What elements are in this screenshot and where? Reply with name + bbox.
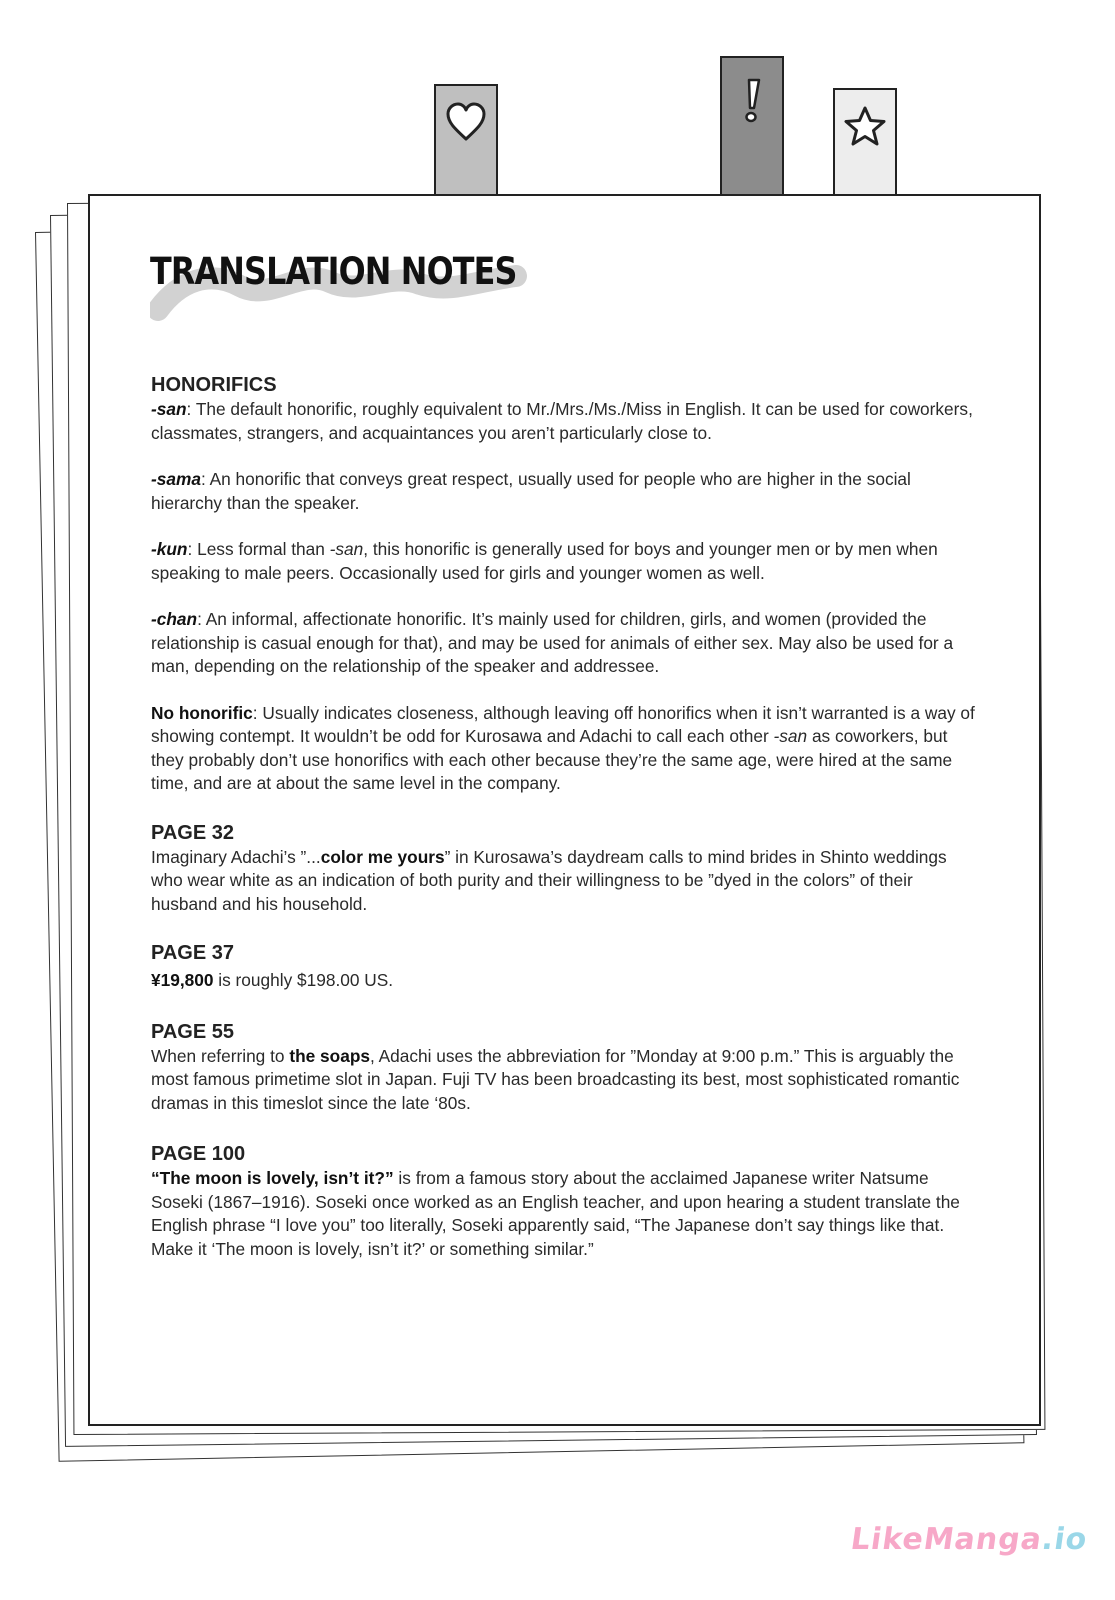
note-text: Imaginary Adachi’s ”... — [151, 846, 321, 867]
bookmark-tab-heart — [434, 84, 498, 204]
section-page-32 — [151, 820, 981, 917]
definition: : An informal, affectionate honorific. It’s mainly used for children, girls, and women (provided the relationship is casual enough for that), and may be used for animals of either sex. May also be used for a man, depending on the relationship of the speaker and addressee. — [151, 609, 954, 676]
note-chan — [151, 608, 981, 679]
star-icon — [842, 104, 888, 150]
exclamation-icon — [737, 76, 767, 126]
section-honorifics — [151, 372, 981, 796]
note-text: is roughly $198.00 US. — [213, 970, 394, 990]
note-sama — [151, 468, 981, 515]
bold-phrase: “The moon is lovely, isn’t it?” — [151, 1168, 394, 1188]
definition: : An honorific that conveys great respect, usually used for people who are higher in the social hierarchy than the speaker. — [151, 469, 911, 513]
bold-phrase: the soaps — [289, 1045, 370, 1066]
notes-content — [151, 372, 981, 1275]
bookmark-tab-star — [833, 88, 897, 204]
definition: : The default honorific, roughly equivalent to Mr./Mrs./Ms./Miss in English. It can be used for coworkers, classmates, strangers, and acquaintances you aren’t particularly close to. — [151, 399, 973, 443]
bold-phrase: color me yours — [320, 846, 445, 867]
note-no-honorific — [151, 702, 981, 796]
watermark-text: .io — [1039, 1522, 1090, 1557]
term: No honorific — [151, 702, 253, 723]
section-heading: PAGE 32 — [151, 821, 234, 844]
watermark-text: LikeManga — [848, 1522, 1045, 1557]
term: -chan — [151, 609, 198, 629]
note-kun — [151, 538, 981, 585]
notes-page — [88, 194, 1041, 1426]
note-san — [151, 398, 981, 445]
bold-phrase: ¥19,800 — [151, 970, 214, 990]
note-text: , Adachi uses the abbreviation for ”Monday at 9:00 p.m.” This is arguably the most famous primetime slot in Japan. Fuji TV has been broadcasting its best, most sophisticated romantic dramas in this timeslot since the late ‘80s. — [151, 1045, 960, 1113]
watermark-logo — [848, 1522, 1089, 1557]
section-page-37 — [151, 940, 981, 993]
section-page-100 — [151, 1141, 981, 1261]
title-area — [150, 244, 570, 324]
definition: as coworkers, but they probably don’t use honorifics with each other because they’re the same age, were hired at the same time, and are at about the same level in the company. — [151, 726, 953, 793]
definition: : Less formal than — [187, 539, 330, 559]
definition: , this honorific is generally used for boys and younger men or by men when speaking to male peers. Occasionally used for girls and younger women as well. — [151, 539, 938, 583]
term: -sama — [151, 469, 201, 489]
section-heading: PAGE 55 — [151, 1020, 234, 1043]
heart-icon — [444, 100, 488, 144]
section-heading: HONORIFICS — [151, 374, 277, 396]
italic-term: -san — [773, 726, 808, 746]
page-title: TRANSLATION NOTES — [150, 250, 517, 293]
note-text: is from a famous story about the acclaimed Japanese writer Natsume Soseki (1867–1916). Soseki once worked as an English teacher, and upon hearing a student translate the English phrase “I love you” too literally, Soseki apparently said, “The Japanese don’t say things like that. Make it ‘The moon is lovely, isn’t it?’ or something similar.” — [151, 1168, 960, 1259]
definition: : Usually indicates closeness, although leaving off honorifics when it isn’t warranted is a way of showing contempt. It wouldn’t be odd for Kurosawa and Adachi to call each other — [151, 702, 975, 746]
section-page-55 — [151, 1019, 981, 1116]
term: -kun — [151, 539, 188, 559]
note-text: When referring to — [151, 1045, 290, 1066]
bookmark-tab-exclamation — [720, 56, 784, 204]
term: -san — [151, 399, 187, 419]
section-heading: PAGE 100 — [151, 1143, 246, 1165]
note-text: ” in Kurosawa’s daydream calls to mind brides in Shinto weddings who wear white as an indication of both purity and their willingness to be ”dyed in the colors” of their husband and his household. — [151, 846, 947, 914]
italic-term: -san — [329, 539, 364, 559]
section-heading: PAGE 37 — [151, 942, 234, 964]
